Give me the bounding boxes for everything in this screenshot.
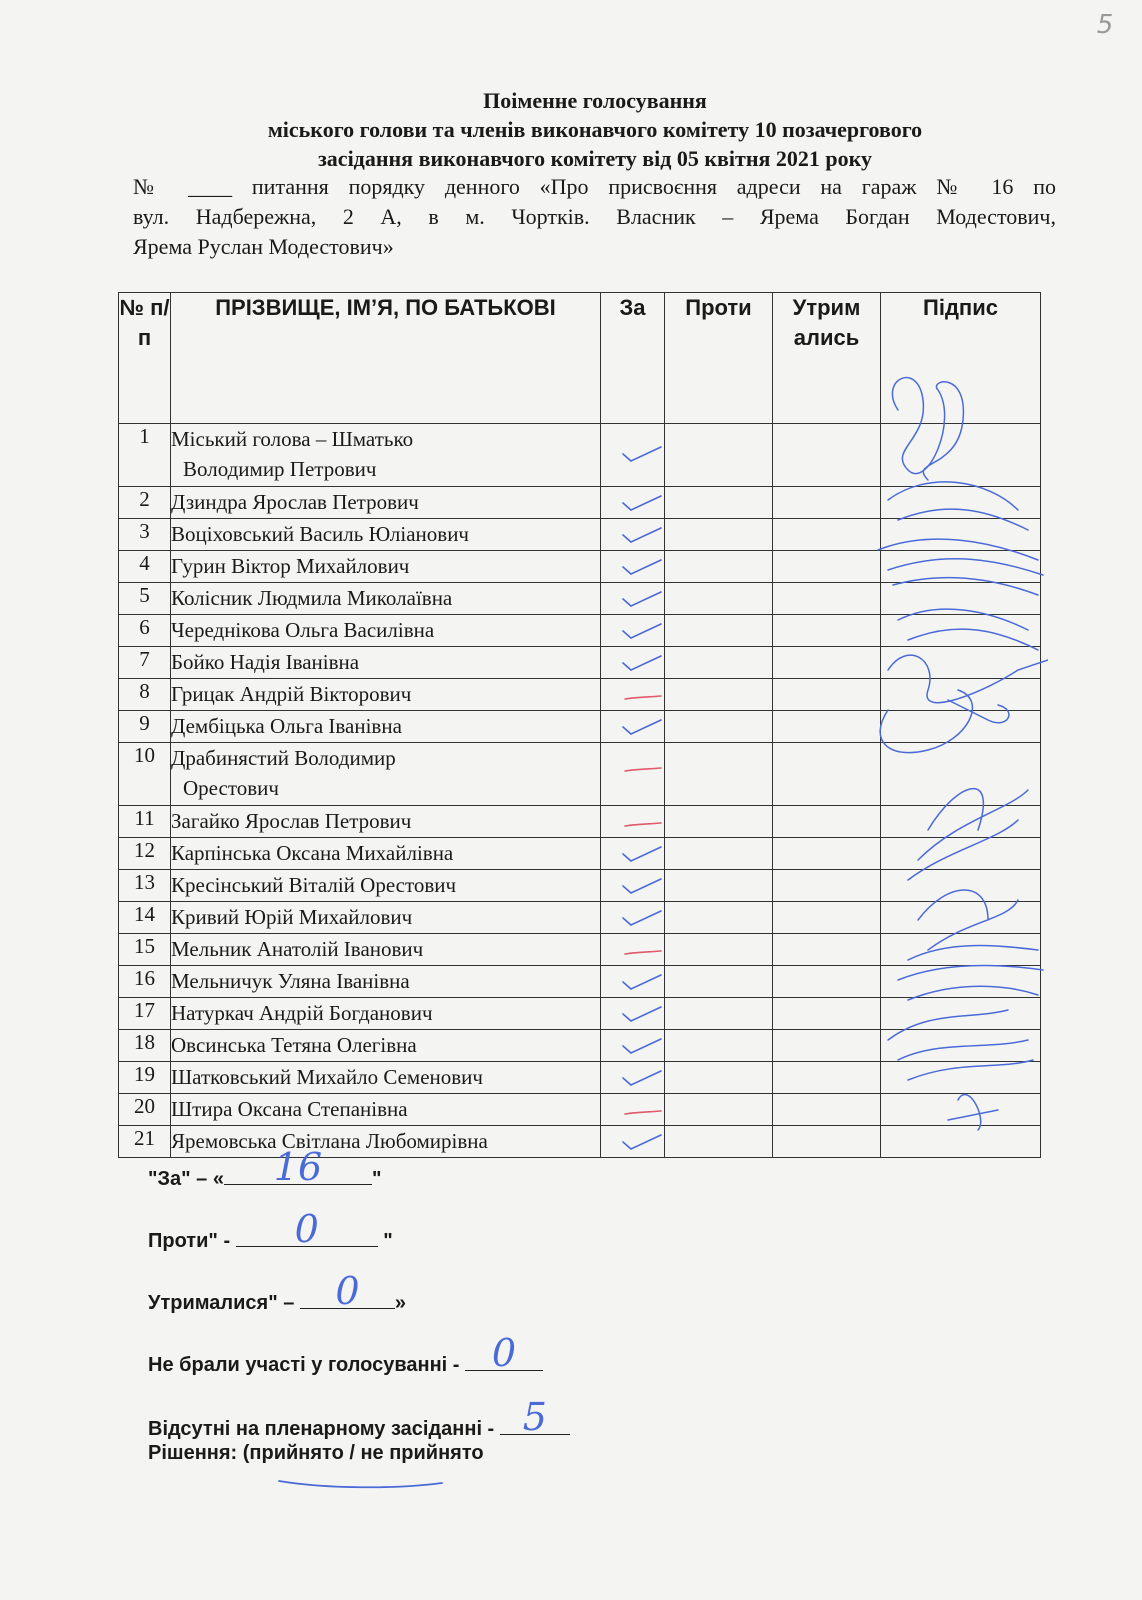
member-name: Шатковський Михайло Семенович xyxy=(171,1062,601,1094)
member-name: Овсинська Тетяна Олегівна xyxy=(171,1030,601,1062)
total-for-value: 16 xyxy=(273,1145,323,1189)
total-abstained-line: Утрималися" – 0 » xyxy=(148,1269,407,1314)
vote-abstained-cell xyxy=(773,1126,881,1158)
row-number: 18 xyxy=(119,1030,171,1062)
member-name: Дзиндра Ярослав Петрович xyxy=(171,487,601,519)
row-number: 4 xyxy=(119,551,171,583)
member-name: Карпінська Оксана Михайлівна xyxy=(171,838,601,870)
total-absent-line xyxy=(148,1395,570,1441)
member-name: Натуркач Андрій Богданович xyxy=(171,998,601,1030)
member-name xyxy=(171,424,601,487)
decision-line: Рішення: (прийнято / не прийнято xyxy=(148,1442,484,1464)
vote-against-cell xyxy=(665,902,773,934)
vote-against-cell xyxy=(665,743,773,806)
member-name-line-2: Орестович xyxy=(183,776,279,800)
member-name: Грицак Андрій Вікторович xyxy=(171,679,601,711)
vote-abstained-cell xyxy=(773,487,881,519)
member-name: Загайко Ярослав Петрович xyxy=(171,806,601,838)
vote-for-cell xyxy=(601,551,665,583)
member-name: Бойко Надія Іванівна xyxy=(171,647,601,679)
vote-against-cell xyxy=(665,1126,773,1158)
row-number: 12 xyxy=(119,838,171,870)
row-number: 16 xyxy=(119,966,171,998)
vote-for-cell xyxy=(601,647,665,679)
vote-abstained-cell xyxy=(773,615,881,647)
vote-abstained-cell xyxy=(773,998,881,1030)
member-name: Кресінський Віталій Орестович xyxy=(171,870,601,902)
vote-abstained-cell xyxy=(773,838,881,870)
row-number: 11 xyxy=(119,806,171,838)
total-abstained-value: 0 xyxy=(335,1269,360,1313)
header-signature: Підпис xyxy=(881,293,1041,424)
vote-abstained-cell xyxy=(773,551,881,583)
row-number: 19 xyxy=(119,1062,171,1094)
member-name: Яремовська Світлана Любомирівна xyxy=(171,1126,601,1158)
total-absent-label: Відсутні на пленарному засіданні - xyxy=(148,1418,500,1440)
vote-against-cell xyxy=(665,583,773,615)
header-against: Проти xyxy=(665,293,773,424)
row-number: 14 xyxy=(119,902,171,934)
vote-abstained-cell xyxy=(773,1094,881,1126)
check-mark-icon xyxy=(621,717,663,737)
check-mark-icon xyxy=(621,1132,663,1152)
member-name: Мельник Анатолій Іванович xyxy=(171,934,601,966)
dash-mark-icon xyxy=(623,691,665,711)
vote-against-cell xyxy=(665,615,773,647)
vote-abstained-cell xyxy=(773,679,881,711)
row-number: 6 xyxy=(119,615,171,647)
vote-abstained-cell xyxy=(773,1030,881,1062)
vote-for-cell xyxy=(601,1030,665,1062)
vote-for-cell xyxy=(601,615,665,647)
member-name: Дембіцька Ольга Іванівна xyxy=(171,711,601,743)
vote-abstained-cell xyxy=(773,711,881,743)
vote-abstained-cell xyxy=(773,1062,881,1094)
check-mark-icon xyxy=(621,589,663,609)
vote-against-cell xyxy=(665,998,773,1030)
vote-abstained-cell xyxy=(773,966,881,998)
check-mark-icon xyxy=(621,621,663,641)
row-number: 20 xyxy=(119,1094,171,1126)
vote-for-cell xyxy=(601,487,665,519)
row-number: 8 xyxy=(119,679,171,711)
check-mark-icon xyxy=(621,844,663,864)
vote-against-cell xyxy=(665,1094,773,1126)
total-not-voted-value: 0 xyxy=(491,1331,517,1375)
vote-against-cell xyxy=(665,1030,773,1062)
row-number: 17 xyxy=(119,998,171,1030)
row-number: 3 xyxy=(119,519,171,551)
check-mark-icon xyxy=(621,444,663,464)
vote-abstained-cell xyxy=(773,902,881,934)
row-number: 15 xyxy=(119,934,171,966)
question-line-3: Ярема Руслан Модестович» xyxy=(133,234,394,259)
vote-abstained-cell xyxy=(773,519,881,551)
total-against-line: Проти" - 0 " xyxy=(148,1207,393,1252)
header-for: За xyxy=(601,293,665,424)
question-line-1: № ____ питання порядку денного «Про присвоєння адреси на гараж № 16 по xyxy=(133,174,1056,199)
total-abstained-label: Утрималися" – xyxy=(148,1292,300,1314)
check-mark-icon xyxy=(621,493,663,513)
vote-against-cell xyxy=(665,838,773,870)
check-mark-icon xyxy=(621,557,663,577)
row-number: 7 xyxy=(119,647,171,679)
member-name: Череднікова Ольга Василівна xyxy=(171,615,601,647)
row-number: 1 xyxy=(119,424,171,487)
member-name: Мельничук Уляна Іванівна xyxy=(171,966,601,998)
vote-for-cell xyxy=(601,711,665,743)
vote-for-cell xyxy=(601,998,665,1030)
page-number: 5 xyxy=(1096,10,1114,40)
header-abstained: Утрим ались xyxy=(773,293,881,424)
vote-against-cell xyxy=(665,519,773,551)
vote-against-cell xyxy=(665,551,773,583)
question-line-2: вул. Надбережна, 2 А, в м. Чортків. Власник – Ярема Богдан Модестович, xyxy=(133,204,1056,229)
member-name: Гурин Віктор Михайлович xyxy=(171,551,601,583)
vote-for-cell xyxy=(601,583,665,615)
check-mark-icon xyxy=(621,653,663,673)
vote-abstained-cell xyxy=(773,583,881,615)
row-number: 10 xyxy=(119,743,171,806)
vote-for-cell xyxy=(601,679,665,711)
vote-abstained-cell xyxy=(773,806,881,838)
vote-for-cell xyxy=(601,806,665,838)
check-mark-icon xyxy=(621,525,663,545)
check-mark-icon xyxy=(621,876,663,896)
agenda-question xyxy=(133,172,1056,262)
member-name: Штира Оксана Степанівна xyxy=(171,1094,601,1126)
check-mark-icon xyxy=(621,1036,663,1056)
vote-for-cell xyxy=(601,838,665,870)
dash-mark-icon xyxy=(623,946,665,966)
row-number: 9 xyxy=(119,711,171,743)
vote-for-cell xyxy=(601,424,665,487)
header-full-name: ПРІЗВИЩЕ, ІМ’Я, ПО БАТЬКОВІ xyxy=(171,293,601,424)
row-number: 13 xyxy=(119,870,171,902)
vote-against-cell xyxy=(665,679,773,711)
title-line-2: міського голови та членів виконавчого комітету 10 позачергового xyxy=(267,117,923,142)
vote-abstained-cell xyxy=(773,647,881,679)
vote-for-cell xyxy=(601,966,665,998)
vote-for-cell xyxy=(601,870,665,902)
dash-mark-icon xyxy=(623,763,665,783)
vote-against-cell xyxy=(665,711,773,743)
header-number: № п/п xyxy=(119,293,171,424)
document-title xyxy=(120,86,1070,173)
vote-abstained-cell xyxy=(773,743,881,806)
member-name: Колісник Людмила Миколаївна xyxy=(171,583,601,615)
vote-for-cell xyxy=(601,934,665,966)
vote-for-cell xyxy=(601,519,665,551)
row-number: 21 xyxy=(119,1126,171,1158)
check-mark-icon xyxy=(621,908,663,928)
vote-against-cell xyxy=(665,934,773,966)
check-mark-icon xyxy=(621,1068,663,1088)
check-mark-icon xyxy=(621,1004,663,1024)
dash-mark-icon xyxy=(623,1106,665,1126)
vote-against-cell xyxy=(665,1062,773,1094)
total-against-value: 0 xyxy=(294,1207,319,1251)
decision-underline-mark xyxy=(277,1475,447,1495)
check-mark-icon xyxy=(621,972,663,992)
vote-abstained-cell xyxy=(773,870,881,902)
vote-against-cell xyxy=(665,424,773,487)
vote-against-cell xyxy=(665,966,773,998)
dash-mark-icon xyxy=(623,818,665,838)
signatures-scribble xyxy=(868,360,1048,1140)
vote-for-cell xyxy=(601,902,665,934)
vote-against-cell xyxy=(665,806,773,838)
member-name-line-1: Міський голова – Шматько xyxy=(171,427,414,451)
title-line-3: засідання виконавчого комітету від 05 квітня 2021 року xyxy=(317,146,873,171)
member-name xyxy=(171,743,601,806)
vote-for-cell xyxy=(601,743,665,806)
total-absent-value: 5 xyxy=(522,1395,547,1439)
total-for-line: "За" – « 16 " xyxy=(148,1145,382,1190)
vote-for-cell xyxy=(601,1062,665,1094)
vote-for-cell xyxy=(601,1094,665,1126)
vote-against-cell xyxy=(665,647,773,679)
row-number: 5 xyxy=(119,583,171,615)
total-not-voted-line xyxy=(148,1331,543,1377)
member-name-line-1: Драбинястий Володимир xyxy=(171,746,396,770)
title-line-1: Поіменне голосування xyxy=(483,88,707,113)
vote-abstained-cell xyxy=(773,424,881,487)
vote-for-cell xyxy=(601,1126,665,1158)
total-against-label: Проти" - xyxy=(148,1230,236,1252)
member-name: Кривий Юрій Михайлович xyxy=(171,902,601,934)
vote-against-cell xyxy=(665,870,773,902)
vote-abstained-cell xyxy=(773,934,881,966)
vote-against-cell xyxy=(665,487,773,519)
total-not-voted-label: Не брали участі у голосуванні - xyxy=(148,1354,466,1376)
row-number: 2 xyxy=(119,487,171,519)
total-for-label: "За" – « xyxy=(148,1168,224,1190)
member-name: Воціховський Василь Юліанович xyxy=(171,519,601,551)
member-name-line-2: Володимир Петрович xyxy=(183,457,377,481)
